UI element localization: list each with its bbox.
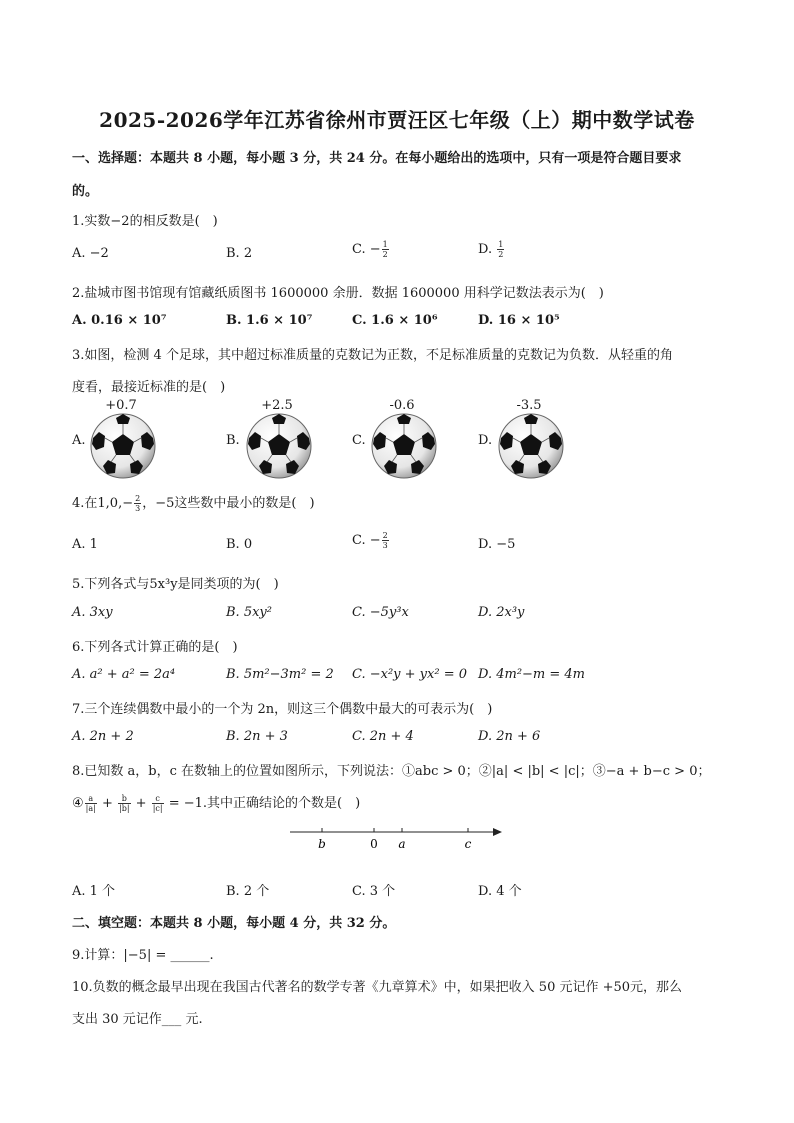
soccer-ball-icon xyxy=(89,412,157,480)
q2-option-c: C. 1.6 × 10⁶ xyxy=(352,313,438,328)
q3-option-a-letter: A. xyxy=(72,433,86,448)
denominator: |a| xyxy=(85,804,96,813)
question-3-stem-cont: 度看，最接近标准的是( ) xyxy=(72,380,226,395)
question-6-stem: 6.下列各式计算正确的是( ) xyxy=(72,640,238,655)
numerator: c xyxy=(152,794,164,804)
fraction xyxy=(382,240,389,259)
q1-option-c xyxy=(352,240,390,259)
question-7-stem: 7.三个连续偶数中最小的一个为 2n，则这三个偶数中最大的可表示为( ) xyxy=(72,702,493,717)
q5-option-c: C. −5y³x xyxy=(352,605,409,620)
section-1-header: 一、选择题：本题共 8 小题，每小题 3 分，共 24 分。在每小题给出的选项中，只有一项是符合题目要求 xyxy=(72,151,682,166)
numerator: 1 xyxy=(498,240,504,249)
q4-option-c xyxy=(352,531,390,550)
question-4-stem xyxy=(72,492,315,513)
denominator: 3 xyxy=(135,504,141,513)
denominator: |c| xyxy=(152,804,163,813)
question-2-stem: 2.盐城市图书馆现有馆藏纸质图书 1600000 余册．数据 1600000 用科学记数法表示为( ) xyxy=(72,286,604,301)
fraction xyxy=(134,494,141,513)
q7-option-c: C. 2n + 4 xyxy=(352,729,414,744)
question-8-stem: 8.已知数 a，b，c 在数轴上的位置如图所示，下列说法：①abc > 0；②|a| < |b| < |c|；③−a + b−c > 0； xyxy=(72,764,711,779)
q5-option-a: A. 3xy xyxy=(72,605,113,620)
q6-option-b: B. 5m²−3m² = 2 xyxy=(226,667,334,682)
numerator: b xyxy=(118,794,131,804)
axis-label-0: 0 xyxy=(370,837,378,851)
numerator: a xyxy=(85,794,97,804)
q1-option-d-prefix: D. xyxy=(478,242,497,257)
q7-option-b: B. 2n + 3 xyxy=(226,729,288,744)
soccer-ball-icon xyxy=(370,412,438,480)
denominator: 3 xyxy=(382,541,388,550)
q8-option-d: D. 4 个 xyxy=(478,884,522,899)
q1-option-b: B. 2 xyxy=(226,246,253,261)
q4-option-a: A. 1 xyxy=(72,537,98,552)
axis-label-b: b xyxy=(318,837,326,851)
fraction xyxy=(497,240,504,259)
q7-option-a: A. 2n + 2 xyxy=(72,729,134,744)
ball-mass-label: +2.5 xyxy=(261,398,293,413)
q8-option-c: C. 3 个 xyxy=(352,884,396,899)
q1-option-d xyxy=(478,240,505,259)
q3-option-d-ball xyxy=(497,398,587,488)
q6-option-c: C. −x²y + yx² = 0 xyxy=(352,667,468,682)
soccer-ball-icon xyxy=(497,412,565,480)
fraction xyxy=(152,794,164,813)
denominator: 2 xyxy=(382,250,388,259)
section-2-header: 二、填空题：本题共 8 小题，每小题 4 分，共 32 分。 xyxy=(72,916,396,931)
exam-title: 2025-2026学年江苏省徐州市贾汪区七年级（上）期中数学试卷 xyxy=(99,108,695,132)
question-10-stem: 10.负数的概念最早出现在我国古代著名的数学专著《九章算术》中，如果把收入 50 元记作 +50元，那么 xyxy=(72,980,683,995)
q3-option-c-letter: C. xyxy=(352,433,366,448)
q1-option-c-prefix: C. − xyxy=(352,242,381,257)
fraction xyxy=(85,794,97,813)
numerator: 2 xyxy=(382,531,388,540)
q8-stem-prefix: ④ xyxy=(72,796,84,811)
question-5-stem: 5.下列各式与5x³y是同类项的为( ) xyxy=(72,577,279,592)
ball-mass-label: +0.7 xyxy=(105,398,137,413)
q8-stem-suffix: = −1.其中正确结论的个数是( ) xyxy=(168,796,361,811)
q5-option-b: B. 5xy² xyxy=(226,605,272,620)
q6-option-a: A. a² + a² = 2a⁴ xyxy=(72,667,176,682)
axis-label-c: c xyxy=(464,837,472,851)
denominator: |b| xyxy=(119,804,130,813)
arrow-right-icon xyxy=(493,828,502,836)
q8-option-b: B. 2 个 xyxy=(226,884,270,899)
fraction xyxy=(382,531,389,550)
ball-mass-label: -0.6 xyxy=(389,398,415,413)
q4-stem-part-b: ，−5这些数中最小的数是( ) xyxy=(142,496,315,511)
q6-option-d: D. 4m²−m = 4m xyxy=(478,667,586,682)
fraction xyxy=(118,794,131,813)
q3-option-b-ball xyxy=(245,398,335,488)
q8-option-a: A. 1 个 xyxy=(72,884,116,899)
soccer-ball-icon xyxy=(245,412,313,480)
question-10-stem-cont: 支出 30 元记作___ 元. xyxy=(72,1012,203,1027)
q2-option-d: D. 16 × 10⁵ xyxy=(478,313,560,328)
q3-option-b-letter: B. xyxy=(226,433,240,448)
number-line-diagram xyxy=(290,820,510,854)
numerator: 1 xyxy=(382,240,388,249)
q4-option-d: D. −5 xyxy=(478,537,516,552)
axis-label-a: a xyxy=(398,837,406,851)
ball-mass-label: -3.5 xyxy=(516,398,542,413)
q1-option-a: A. −2 xyxy=(72,246,109,261)
q2-option-a: A. 0.16 × 10⁷ xyxy=(72,313,167,328)
q2-option-b: B. 1.6 × 10⁷ xyxy=(226,313,313,328)
q5-option-d: D. 2x³y xyxy=(478,605,525,620)
q4-option-c-prefix: C. − xyxy=(352,533,381,548)
question-3-stem: 3.如图，检测 4 个足球，其中超过标准质量的克数记为正数，不足标准质量的克数记为负数．从轻重的角 xyxy=(72,348,673,363)
q3-option-d-letter: D. xyxy=(478,433,493,448)
question-1-stem: 1.实数−2的相反数是( ) xyxy=(72,214,218,229)
q7-option-d: D. 2n + 6 xyxy=(478,729,541,744)
denominator: 2 xyxy=(498,250,504,259)
q3-option-c-ball xyxy=(370,398,460,488)
section-1-header-cont: 的。 xyxy=(72,184,99,199)
question-9-stem: 9.计算：|−5| = ______. xyxy=(72,948,214,963)
q3-option-a-ball xyxy=(89,398,179,488)
q4-option-b: B. 0 xyxy=(226,537,253,552)
q4-stem-part-a: 4.在1,0,− xyxy=(72,496,134,511)
question-8-stem-cont: ④ $\frac{a}{|a|}$ + $\frac{b}{|b|}$ + $\frac{c}{|c|}$ = −1.其中正确结论的个数是( ) xyxy=(72,794,361,813)
numerator: 2 xyxy=(135,494,141,503)
